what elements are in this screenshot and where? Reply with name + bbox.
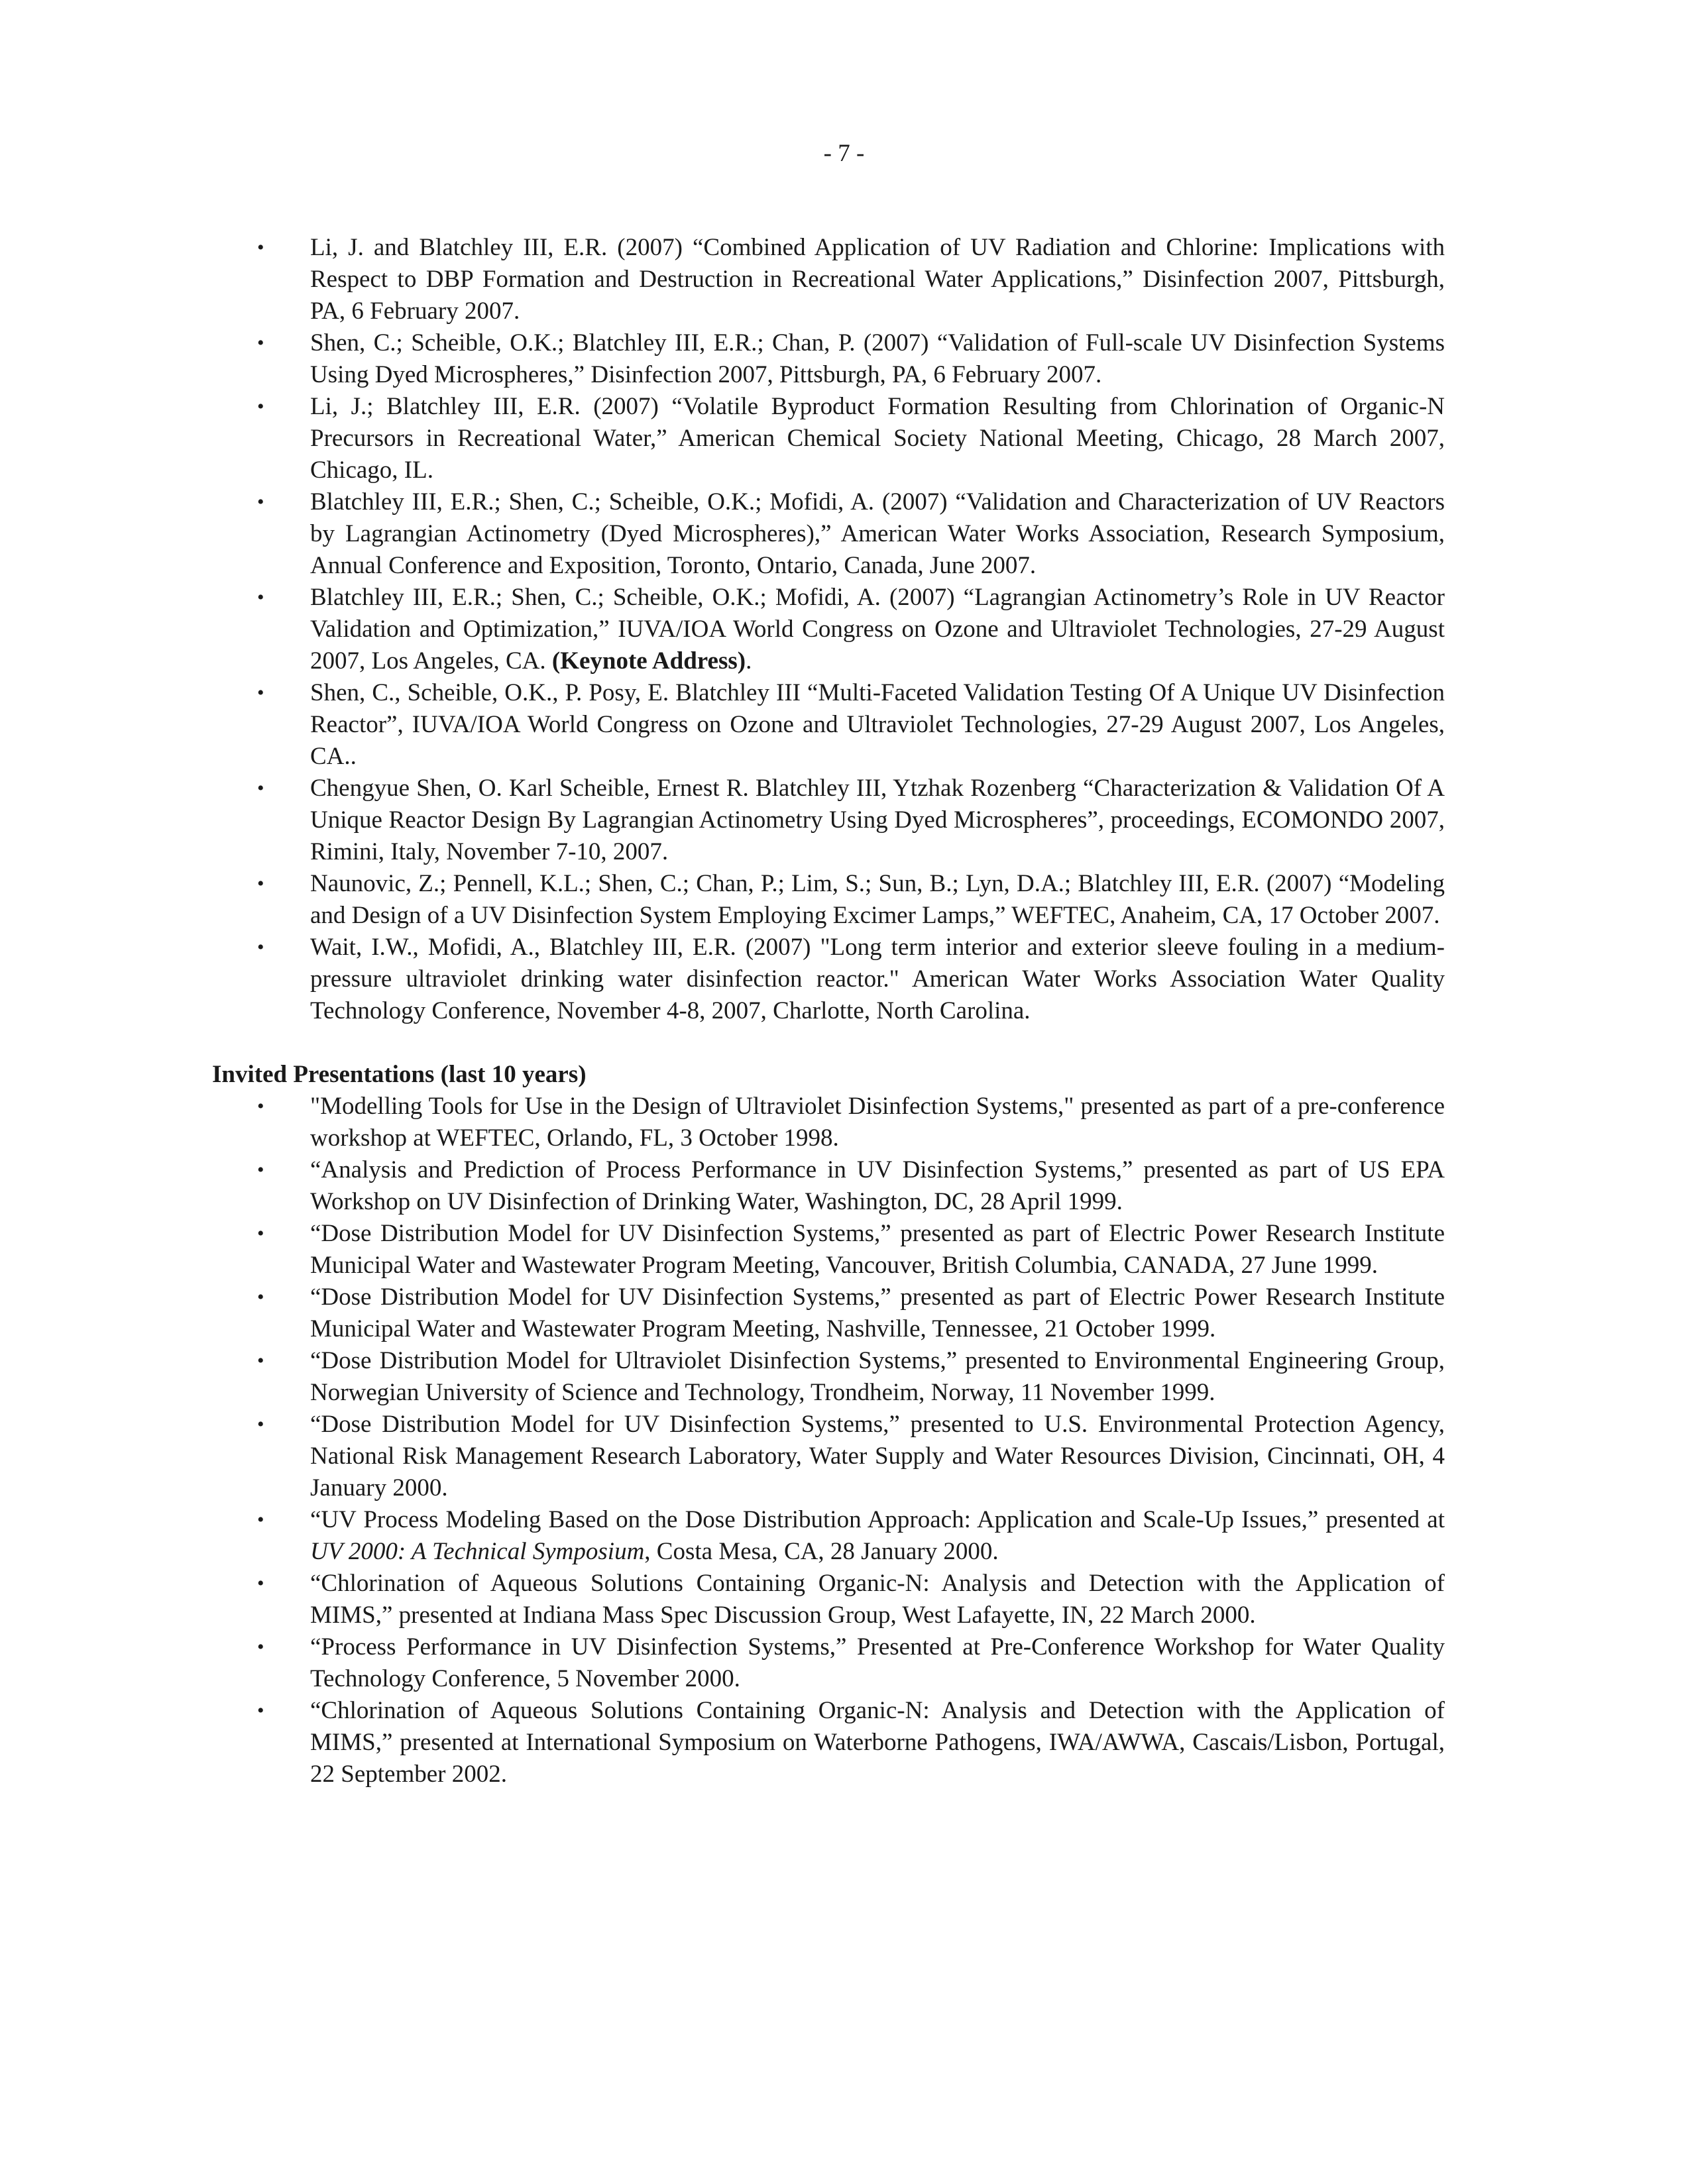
- list-item: [212, 932, 1445, 1027]
- invited-list: [212, 1091, 1445, 1790]
- bullet-icon: •: [257, 1636, 264, 1658]
- bullet-icon: •: [257, 237, 264, 258]
- bullet-icon: •: [257, 396, 264, 417]
- list-item: [212, 232, 1445, 327]
- list-item: [212, 868, 1445, 932]
- bullet-icon: •: [257, 332, 264, 354]
- list-item: [212, 1091, 1445, 1154]
- publications-list: [212, 232, 1445, 1027]
- bullet-icon: •: [257, 1159, 264, 1181]
- list-item-tail: , Costa Mesa, CA, 28 January 2000.: [644, 1538, 999, 1565]
- list-item-text: “Dose Distribution Model for UV Disinfection Systems,” presented as part of Electric Power Research Institute Municipal Water and Wastewater Program Meeting, Vancouver, British Columbia, CANADA, 27 June 1999.: [310, 1220, 1445, 1279]
- list-item: [212, 773, 1445, 868]
- bullet-icon: •: [257, 873, 264, 895]
- list-item-text: “Dose Distribution Model for UV Disinfection Systems,” presented as part of Electric Power Research Institute Municipal Water and Wastewater Program Meeting, Nashville, Tennessee, 21 October 1999.: [310, 1283, 1445, 1342]
- keynote-label: (Keynote Address): [551, 647, 746, 675]
- list-item-text: “Dose Distribution Model for Ultraviolet Disinfection Systems,” presented to Environmental Engineering Group, Norwegian University of Science and Technology, Trondheim, Norway, 11 November 1999.: [310, 1347, 1445, 1406]
- list-item-text: “Chlorination of Aqueous Solutions Containing Organic-N: Analysis and Detection with the Application of MIMS,” presented at Indiana Mass Spec Discussion Group, West Lafayette, IN, 22 March 2000.: [310, 1570, 1445, 1629]
- list-item-tail: .: [746, 647, 752, 675]
- list-item: [212, 1631, 1445, 1695]
- bullet-icon: •: [257, 1700, 264, 1721]
- list-item-text: Li, J.; Blatchley III, E.R. (2007) “Volatile Byproduct Formation Resulting from Chlorination of Organic-N Precursors in Recreational Water,” American Chemical Society National Meeting, Chicago, 28 March 2007, Chicago, IL.: [310, 393, 1445, 484]
- list-item-text: Blatchley III, E.R.; Shen, C.; Scheible, O.K.; Mofidi, A. (2007) “Validation and Characterization of UV Reactors by Lagrangian Actinometry (Dyed Microspheres),” American Water Works Association, Research Symposium, Annual Conference and Exposition, Toronto, Ontario, Canada, June 2007.: [310, 488, 1445, 579]
- page-number: - 7 -: [823, 140, 865, 167]
- list-item-text: Shen, C.; Scheible, O.K.; Blatchley III, E.R.; Chan, P. (2007) “Validation of Full-scale UV Disinfection Systems Using Dyed Microspheres,” Disinfection 2007, Pittsburgh, PA, 6 February 2007.: [310, 329, 1445, 388]
- bullet-icon: •: [257, 682, 264, 704]
- list-item: [212, 677, 1445, 773]
- list-item-text: Shen, C., Scheible, O.K., P. Posy, E. Blatchley III “Multi-Faceted Validation Testing Of A Unique UV Disinfection Reactor”, IUVA/IOA World Congress on Ozone and Ultraviolet Technologies, 27-29 August 2007, Los Angeles, CA..: [310, 679, 1445, 770]
- document-body: [212, 232, 1445, 1790]
- list-item-text: “Dose Distribution Model for UV Disinfection Systems,” presented to U.S. Environmental Protection Agency, National Risk Management Research Laboratory, Water Supply and Water Resources Division, Cincinnati, OH, 4 January 2000.: [310, 1411, 1445, 1502]
- bullet-icon: •: [257, 1413, 264, 1435]
- list-item-text: Li, J. and Blatchley III, E.R. (2007) “Combined Application of UV Radiation and Chlorine: Implications with Respect to DBP Formation and Destruction in Recreational Water Applications,” Disinfection 2007, Pittsburgh, PA, 6 February 2007.: [310, 234, 1445, 325]
- list-item: [212, 1409, 1445, 1504]
- list-item: [212, 1282, 1445, 1345]
- bullet-icon: •: [257, 491, 264, 513]
- bullet-icon: •: [257, 1223, 264, 1244]
- list-item: [212, 1504, 1445, 1568]
- list-item: [212, 1345, 1445, 1409]
- list-item-text: “Analysis and Prediction of Process Performance in UV Disinfection Systems,” presented as part of US EPA Workshop on UV Disinfection of Drinking Water, Washington, DC, 28 April 1999.: [310, 1156, 1445, 1215]
- list-item: [212, 582, 1445, 677]
- list-item-text: Blatchley III, E.R.; Shen, C.; Scheible, O.K.; Mofidi, A. (2007) “Lagrangian Actinometry’s Role in UV Reactor Validation and Optimization,” IUVA/IOA World Congress on Ozone and Ultraviolet Technologies, 27-29 August 2007, Los Angeles, CA.: [310, 584, 1445, 675]
- list-item-text: “Process Performance in UV Disinfection Systems,” Presented at Pre-Conference Workshop for Water Quality Technology Conference, 5 November 2000.: [310, 1633, 1445, 1692]
- list-item-text: “UV Process Modeling Based on the Dose Distribution Approach: Application and Scale-Up Issues,” presented at: [310, 1506, 1445, 1533]
- section-heading-invited: Invited Presentations (last 10 years): [212, 1061, 587, 1088]
- symposium-title: UV 2000: A Technical Symposium: [310, 1538, 645, 1565]
- list-item-text: Naunovic, Z.; Pennell, K.L.; Shen, C.; Chan, P.; Lim, S.; Sun, B.; Lyn, D.A.; Blatchley III, E.R. (2007) “Modeling and Design of a UV Disinfection System Employing Excimer Lamps,” WEFTEC, Anaheim, CA, 17 October 2007.: [310, 870, 1445, 929]
- list-item: [212, 327, 1445, 391]
- bullet-icon: •: [257, 1286, 264, 1308]
- list-item-text: Wait, I.W., Mofidi, A., Blatchley III, E.R. (2007) "Long term interior and exterior sleeve fouling in a medium-pressure ultraviolet drinking water disinfection reactor." American Water Works Association Water Quality Technology Conference, November 4-8, 2007, Charlotte, North Carolina.: [310, 934, 1445, 1024]
- list-item: [212, 1154, 1445, 1218]
- bullet-icon: •: [257, 1509, 264, 1531]
- bullet-icon: •: [257, 1095, 264, 1117]
- list-item: [212, 1568, 1445, 1631]
- list-item: [212, 1218, 1445, 1282]
- list-item-text: Chengyue Shen, O. Karl Scheible, Ernest R. Blatchley III, Ytzhak Rozenberg “Characterization & Validation Of A Unique Reactor Design By Lagrangian Actinometry Using Dyed Microspheres”, proceedings, ECOMONDO 2007, Rimini, Italy, November 7-10, 2007.: [310, 775, 1445, 865]
- list-item-text: "Modelling Tools for Use in the Design of Ultraviolet Disinfection Systems," presented as part of a pre-conference workshop at WEFTEC, Orlando, FL, 3 October 1998.: [310, 1093, 1445, 1152]
- bullet-icon: •: [257, 1350, 264, 1372]
- bullet-icon: •: [257, 586, 264, 608]
- bullet-icon: •: [257, 936, 264, 958]
- list-item: [212, 391, 1445, 486]
- list-item-text: “Chlorination of Aqueous Solutions Containing Organic-N: Analysis and Detection with the Application of MIMS,” presented at International Symposium on Waterborne Pathogens, IWA/AWWA, Cascais/Lisbon, Portugal, 22 September 2002.: [310, 1697, 1445, 1788]
- list-item: [212, 1695, 1445, 1790]
- bullet-icon: •: [257, 777, 264, 799]
- list-item: [212, 486, 1445, 582]
- bullet-icon: •: [257, 1572, 264, 1594]
